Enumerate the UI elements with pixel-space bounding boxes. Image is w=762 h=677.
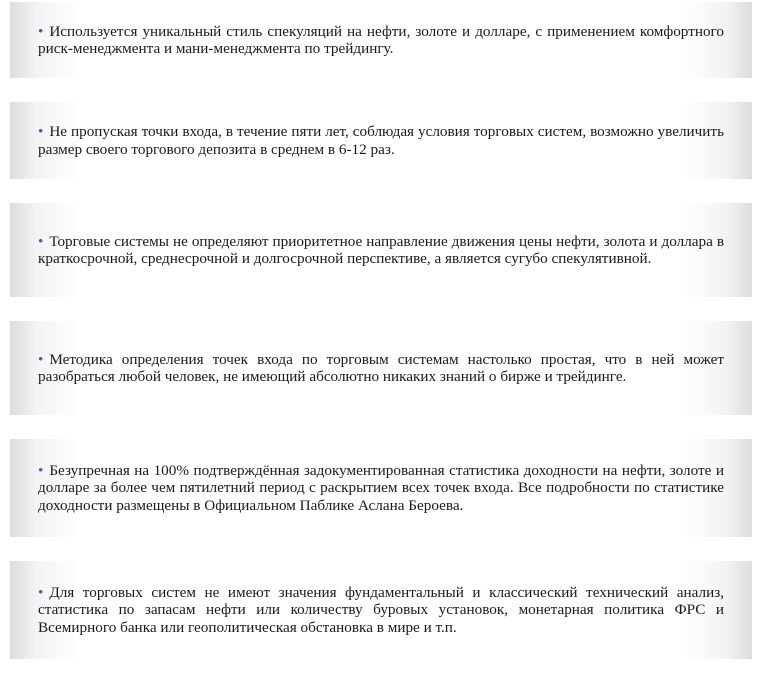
- feature-text-content-6: Для торговых систем не имеют значения фундаментальный и классический технический анализ, статистика по запасам нефти или количеству буровых установок, монетарная политика ФРС и Всемирного банка или геополитическая обстановка в мире и т.п.: [38, 583, 724, 636]
- feature-text-content-3: Торговые системы не определяют приоритетное направление движения цены нефти, золота и доллара в краткосрочной, среднесрочной и долгосрочной перспективе, а является сугубо спекулятивной.: [38, 232, 724, 267]
- feature-card-4: [10, 321, 752, 415]
- feature-card-1: [10, 2, 752, 78]
- feature-text-content-1: Используется уникальный стиль спекуляций на нефти, золоте и долларе, с применением комфортного риск-менеджмента и мани-менеджмента по трейдингу.: [38, 22, 724, 57]
- feature-card-3: [10, 203, 752, 297]
- feature-text-2: [38, 123, 724, 158]
- bullet-icon: •: [38, 583, 44, 601]
- feature-card-6: [10, 561, 752, 659]
- bullet-icon: •: [38, 22, 44, 40]
- bullet-icon: •: [38, 123, 44, 140]
- bullet-icon: •: [38, 461, 44, 479]
- feature-text-4: [38, 351, 724, 386]
- feature-card-5: [10, 439, 752, 537]
- bullet-icon: •: [38, 350, 44, 368]
- bullet-icon: •: [38, 232, 44, 250]
- feature-text-5: [38, 462, 724, 515]
- feature-card-2: [10, 102, 752, 179]
- feature-text-content-5: Безупречная на 100% подтверждённая задокументированная статистика доходности на нефти, золоте и долларе за более чем пятилетний период с раскрытием всех точек входа. Все подробности по статистике доходности размещены в Официальном Паблике Аслана Бероева.: [38, 461, 724, 514]
- feature-text-content-4: Методика определения точек входа по торговым системам настолько простая, что в ней может разобраться любой человек, не имеющий абсолютно никаких знаний о бирже и трейдинге.: [38, 350, 724, 385]
- feature-text-6: [38, 584, 724, 637]
- feature-text-content-2: Не пропуская точки входа, в течение пяти лет, соблюдая условия торговых систем, возможно увеличить размер своего торгового депозита в среднем в 6-12 раз.: [38, 123, 724, 158]
- feature-text-1: [38, 23, 724, 58]
- feature-text-3: [38, 233, 724, 268]
